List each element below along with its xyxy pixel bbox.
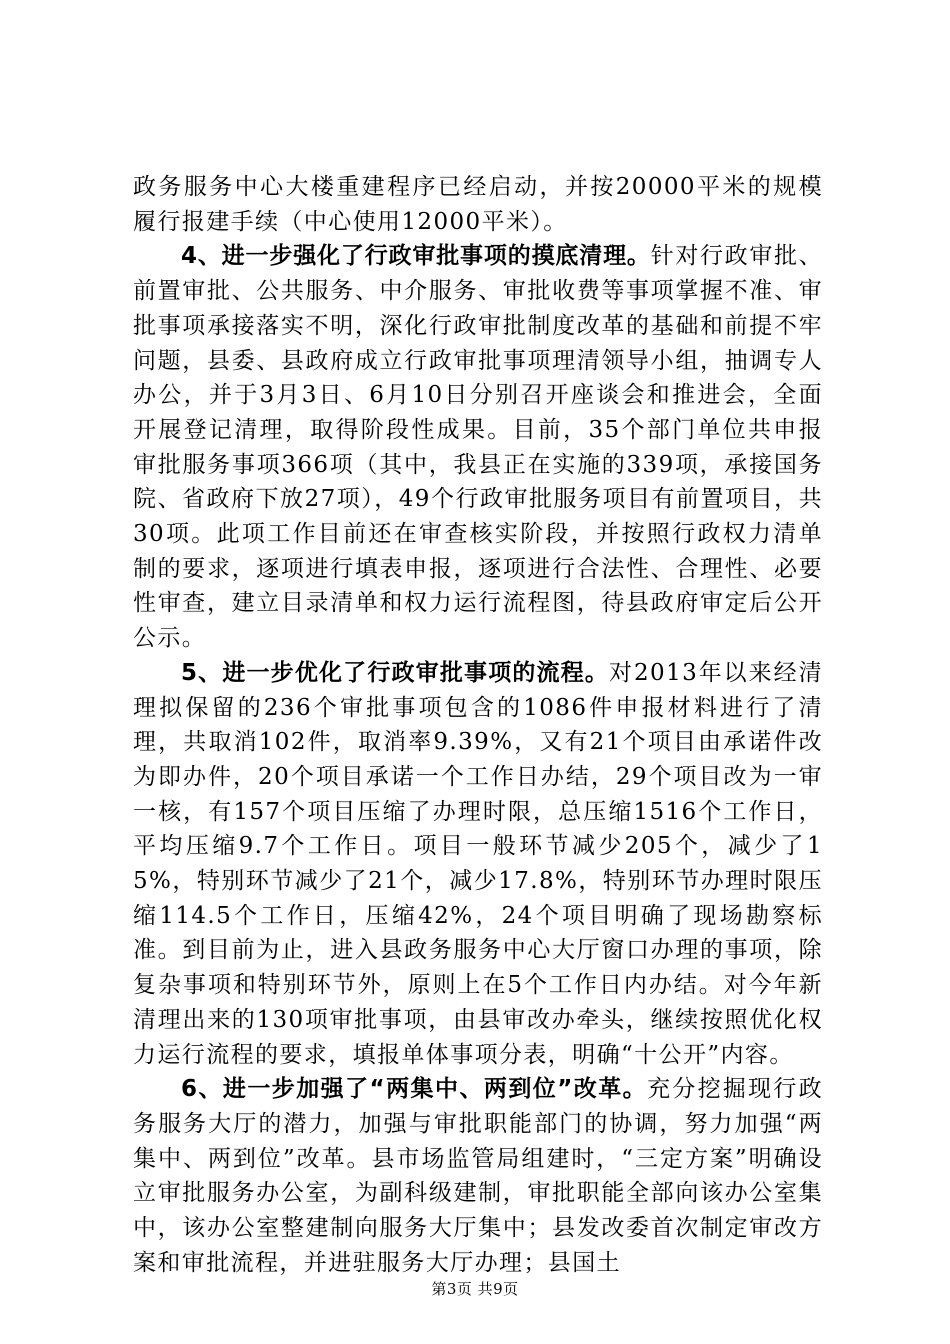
- paragraph-text: 针对行政审批、前置审批、公共服务、中介服务、审批收费等事项掌握不准、审批事项承接落实不明，深化行政审批制度改革的基础和前提不牢问题，县委、县政府成立行政审批事项理清领导小组，抽调专人办公，并于3月3日、6月10日分别召开座谈会和推进会，全面开展登记清理，取得阶段性成果。目前，35个部门单位共申报审批服务事项366项（其中，我县正在实施的339项，承接国务院、省政府下放27项），49个行政审批服务项目有前置项目，共30项。此项工作目前还在审查核实阶段，并按照行政权力清单制的要求，逐项进行填表申报，逐项进行合法性、合理性、必要性审查，建立目录清单和权力运行流程图，待县政府审定后公开公示。: [133, 243, 823, 652]
- paragraph-heading: 5、进一步优化了行政审批事项的流程。: [181, 659, 610, 686]
- paragraph-text: 对2013年以来经清理拟保留的236个审批事项包含的1086件申报材料进行了清理，共取消102件，取消率9.39%，又有21个项目由承诺件改为即办件，20个项目承诺一个工作日办结，29个项目改为一审一核，有157个项目压缩了办理时限，总压缩1516个工作日，平均压缩9.7个工作日。项目一般环节减少205个，减少了15%，特别环节减少了21个，减少17.8%，特别环节办理时限压缩114.5个工作日，压缩42%，24个项目明确了现场勘察标准。到目前为止，进入县政务服务中心大厅窗口办理的事项，除复杂事项和特别环节外，原则上在5个工作日内办结。对今年新清理出来的130项审批事项，由县审改办牵头，继续按照优化权力运行流程的要求，填报单体事项分表，明确“十公开”内容。: [133, 659, 823, 1068]
- document-body: [133, 170, 823, 1281]
- paragraph-heading: 6、进一步加强了“两集中、两到位”改革。: [181, 1076, 648, 1103]
- paragraph-item-6: [133, 1072, 823, 1280]
- paragraph-heading: 4、进一步强化了行政审批事项的摸底清理。: [181, 243, 651, 270]
- paragraph-text: 政务服务中心大楼重建程序已经启动，并按20000平米的规模履行报建手续（中心使用12000平米）。: [133, 174, 823, 235]
- page-number-footer: 第3页 共9页: [431, 1280, 519, 1298]
- paragraph-item-5: [133, 656, 823, 1072]
- paragraph-item-4: [133, 239, 823, 655]
- paragraph-continuation: [133, 170, 823, 239]
- paragraph-text: 充分挖掘现行政务服务大厅的潜力，加强与审批职能部门的协调，努力加强“两集中、两到位”改革。县市场监管局组建时，“三定方案”明确设立审批服务办公室，为副科级建制，审批职能全部向该办公室集中，该办公室整建制向服务大厅集中；县发改委首次制定审改方案和审批流程，并进驻服务大厅办理；县国土: [133, 1076, 823, 1276]
